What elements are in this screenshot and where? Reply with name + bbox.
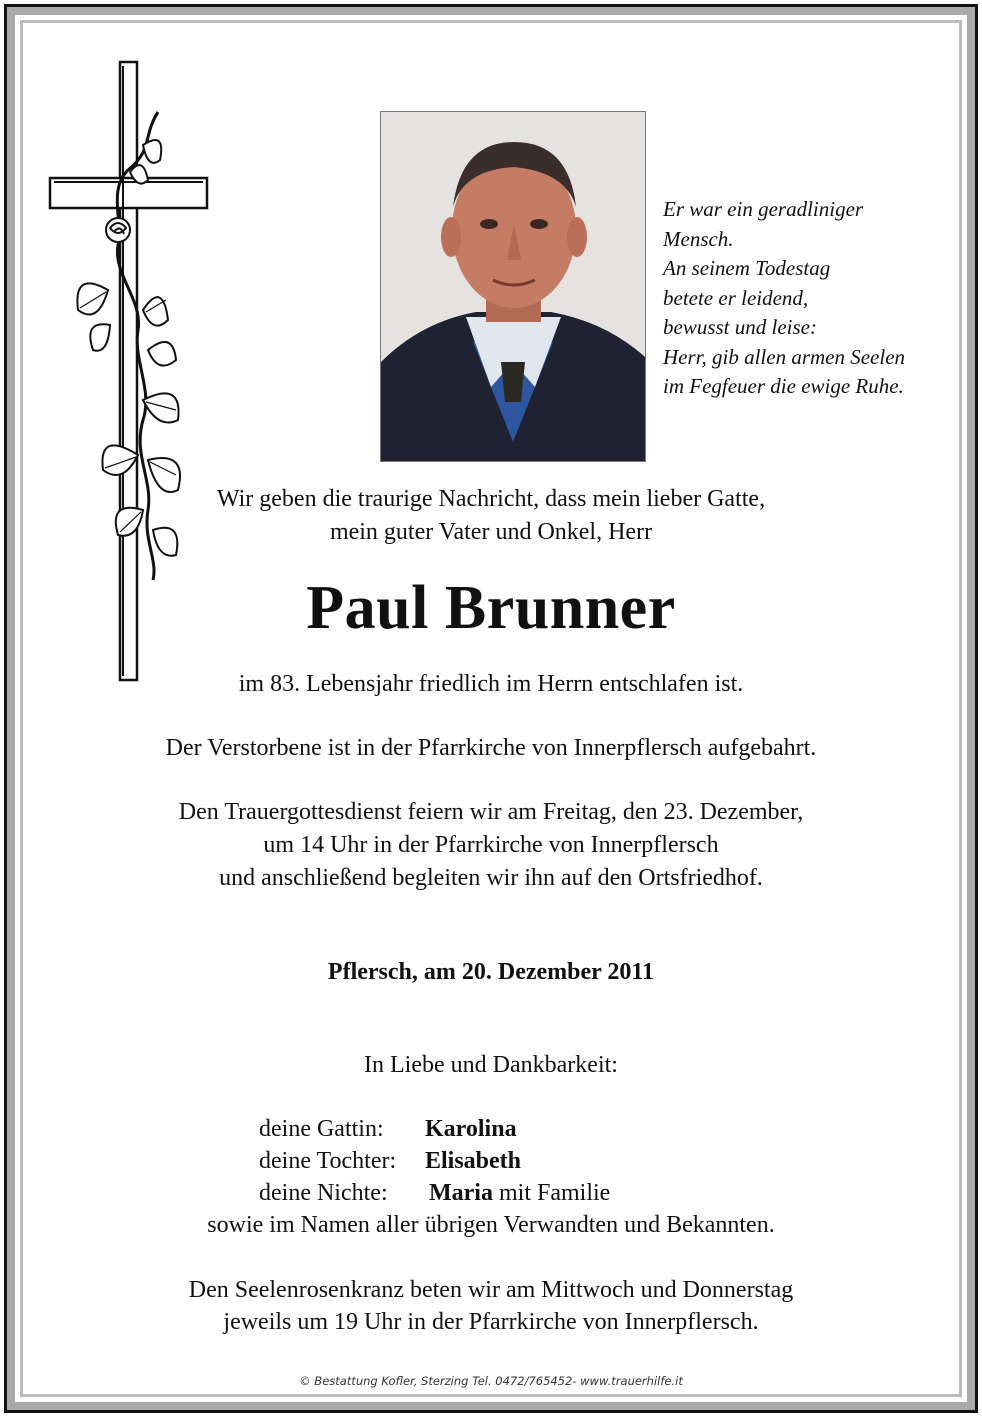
family-relation: deine Tochter: <box>259 1148 397 1174</box>
rosary-line-2: jeweils um 19 Uhr in der Pfarrkirche von Innerpflersch. <box>223 1309 759 1335</box>
memorial-poem <box>663 195 963 402</box>
poem-line: im Fegfeuer die ewige Ruhe. <box>663 374 904 398</box>
deceased-name: Paul Brunner <box>306 574 676 642</box>
announcement-line-2: mein guter Vater und Onkel, Herr <box>329 519 653 545</box>
poem-line: An seinem Todestag <box>663 256 831 280</box>
family-member <box>259 1177 610 1209</box>
relatives-line: sowie im Namen aller übrigen Verwandten und Bekannten. <box>207 1212 775 1238</box>
poem-line: betete er leidend, <box>663 285 809 310</box>
funeral-line-1: Den Trauergottesdienst feiern wir am Freitag, den 23. Dezember, <box>178 799 804 825</box>
family-name: Karolina <box>425 1116 517 1142</box>
poem-line: bewusst und leise: <box>663 315 817 339</box>
age-line: im 83. Lebensjahr friedlich im Herrn entschlafen ist. <box>238 671 744 697</box>
poem-line: Herr, gib allen armen Seelen <box>663 344 906 369</box>
family-member <box>259 1145 521 1177</box>
family-member <box>259 1113 517 1145</box>
rosary-line-1: Den Seelenrosenkranz beten wir am Mittwoch und Donnerstag <box>188 1277 794 1303</box>
announcement-line-1: Wir geben die traurige Nachricht, dass mein lieber Gatte, <box>216 486 766 512</box>
family-name: Maria <box>429 1180 493 1206</box>
family-relation: deine Nichte: <box>259 1180 388 1206</box>
laid-out-line: Der Verstorbene ist in der Pfarrkirche von Innerpflersch aufgebahrt. <box>165 735 817 761</box>
footer-credit: © Bestattung Kofler, Sterzing Tel. 0472/765452- www.trauerhilfe.it <box>299 1374 683 1388</box>
family-suffix: mit Familie <box>492 1180 611 1206</box>
family-name: Elisabeth <box>425 1148 522 1174</box>
funeral-line-2: um 14 Uhr in der Pfarrkirche von Innerpflersch <box>263 832 719 858</box>
portrait-illustration <box>381 112 645 461</box>
gratitude-line: In Liebe und Dankbarkeit: <box>364 1052 618 1078</box>
family-relation: deine Gattin: <box>259 1116 384 1142</box>
poem-line: Mensch. <box>663 226 734 251</box>
funeral-line-3: und anschließend begleiten wir ihn auf den Ortsfriedhof. <box>219 865 763 891</box>
portrait-photo <box>380 111 646 462</box>
poem-line: Er war ein geradliniger <box>663 197 864 221</box>
place-date: Pflersch, am 20. Dezember 2011 <box>327 959 655 985</box>
